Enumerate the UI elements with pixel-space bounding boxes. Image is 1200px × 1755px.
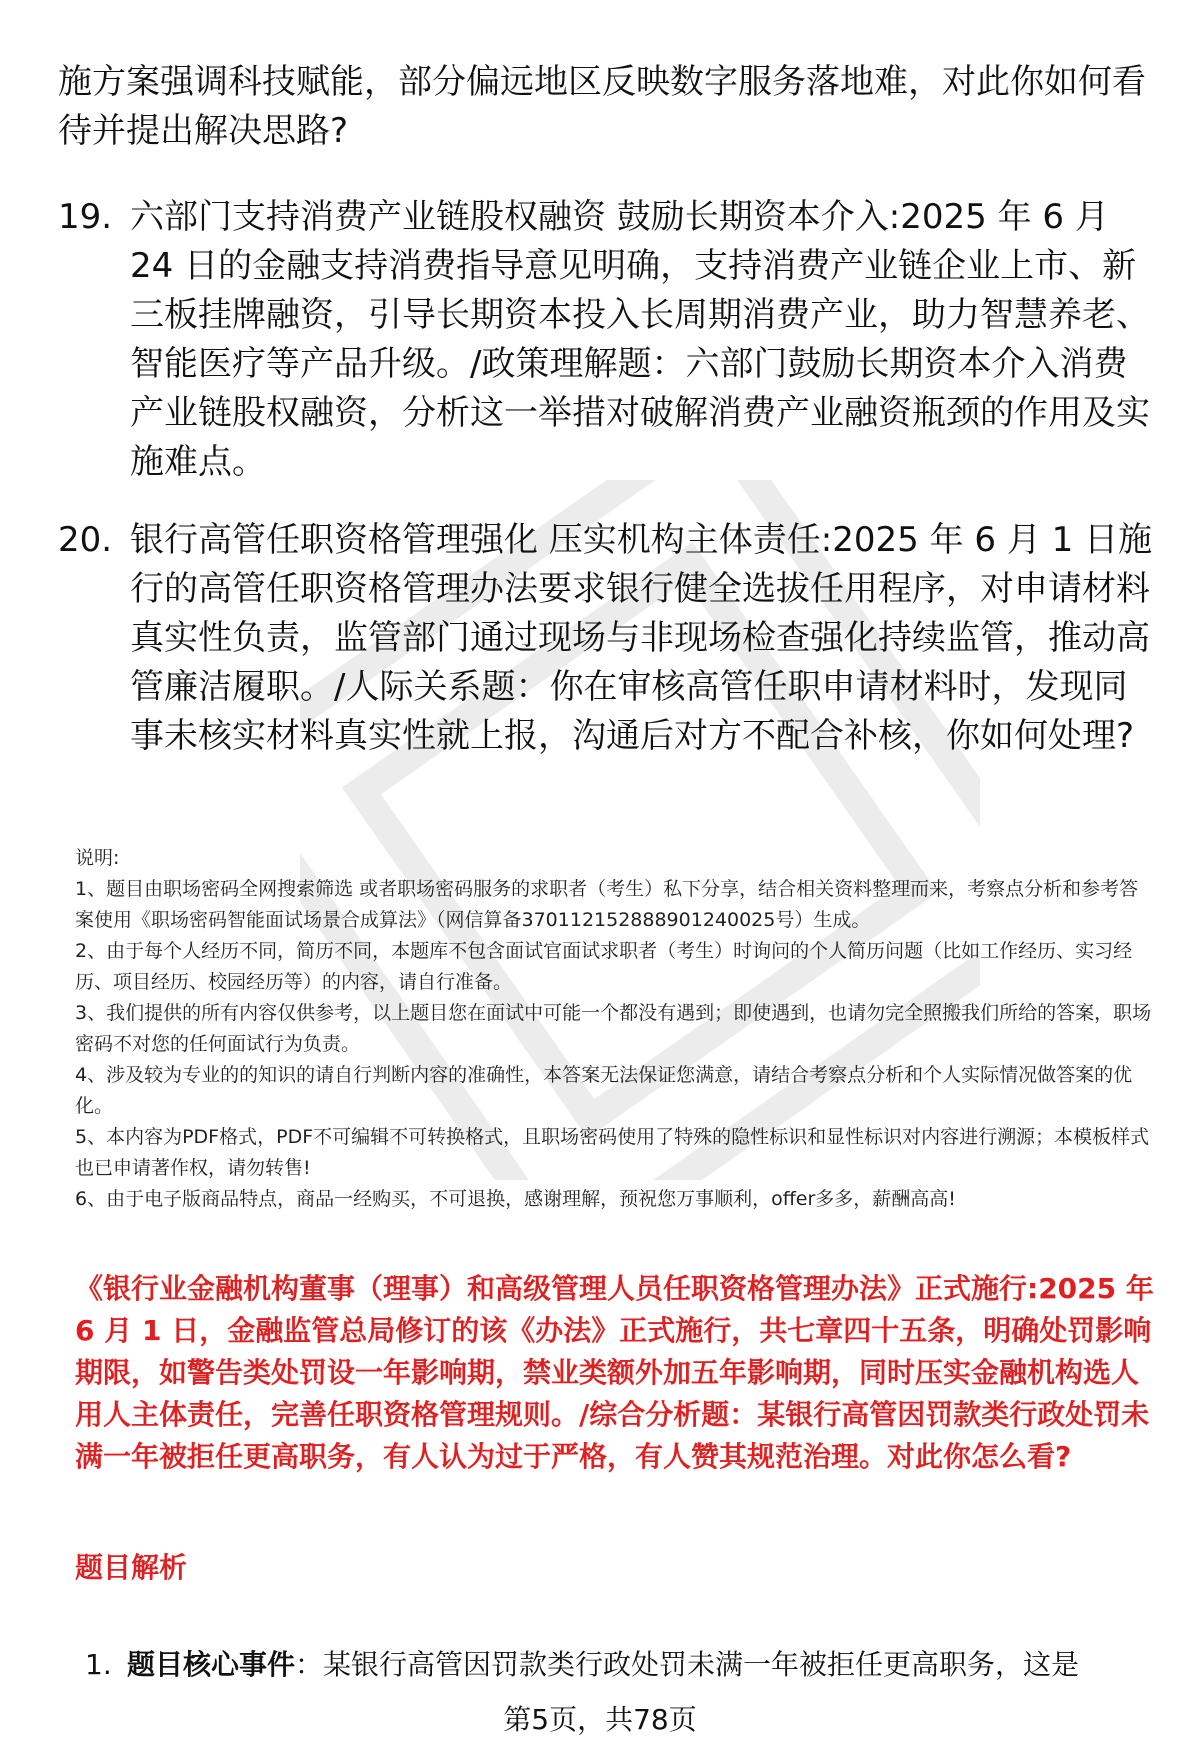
question-text: 银行高管任职资格管理强化 压实机构主体责任:2025 年 6 月 1 日施行的高管任职资格管理办法要求银行健全选拔任用程序，对申请材料真实性负责，监管部门通过现场与非现场检查强化持续监管，推动高管廉洁履职。/人际关系题：你在审核高管任职申请材料时，发现同事未核实材料真实性就上报，沟通后对方不配合补核，你如何处理? [130,520,1153,756]
question-20 [58,516,1158,761]
note-item: 6、由于电子版商品特点，商品一经购买，不可退换，感谢理解，预祝您万事顺利，offer多多，薪酬高高! [75,1188,956,1210]
analysis-item-label: 题目核心事件 [127,1648,296,1681]
note-item: 3、我们提供的所有内容仅供参考，以上题目您在面试中可能一个都没有遇到；即使遇到，也请勿完全照搬我们所给的答案，职场密码不对您的任何面试行为负责。 [75,1002,1152,1055]
highlight-question: 《银行业金融机构董事（理事）和高级管理人员任职资格管理办法》正式施行:2025 年 6 月 1 日，金融监管总局修订的该《办法》正式施行，共七章四十五条，明确处罚影响期限，如警告类处罚设一年影响期，禁业类额外加五年影响期，同时压实金融机构选人用人主体责任，完善任职资格管理规则。/综合分析题：某银行高管因罚款类行政处罚未满一年被拒任更高职务，有人认为过于严格，有人赞其规范治理。对此你怎么看? [75,1272,1154,1473]
note-item: 1、题目由职场密码全网搜索筛选 或者职场密码服务的求职者（考生）私下分享，结合相关资料整理而来，考察点分析和参考答案使用《职场密码智能面试场景合成算法》（网信算备370112152888901240025号）生成。 [75,878,1139,931]
question-18-continuation: 施方案强调科技赋能，部分偏远地区反映数字服务落地难，对此你如何看待并提出解决思路? [58,62,1146,151]
notes-title: 说明: [75,847,120,869]
page-footer: 第5页，共78页 [503,1703,697,1736]
analysis-item-text: ：某银行高管因罚款类行政处罚未满一年被拒任更高职务，这是 [295,1648,1080,1681]
question-number: 19. [58,197,113,237]
analysis-item [85,1645,1165,1685]
notes-section [75,843,1155,1215]
analysis-item-number: 1. [85,1648,112,1681]
question-number: 20. [58,520,113,560]
note-item: 5、本内容为PDF格式，PDF不可编辑不可转换格式，且职场密码使用了特殊的隐性标识和显性标识对内容进行溯源；本模板样式也已申请著作权，请勿转售! [75,1126,1150,1179]
note-item: 4、涉及较为专业的的知识的请自行判断内容的准确性，本答案无法保证您满意，请结合考察点分析和个人实际情况做答案的优化。 [75,1064,1133,1117]
question-19 [58,193,1158,487]
analysis-heading: 题目解析 [75,1551,188,1584]
question-text: 六部门支持消费产业链股权融资 鼓励长期资本介入:2025 年 6 月 24 日的金融支持消费指导意见明确，支持消费产业链企业上市、新三板挂牌融资，引导长期资本投入长周期消费产业，助力智慧养老、智能医疗等产品升级。/政策理解题：六部门鼓励长期资本介入消费产业链股权融资，分析这一举措对破解消费产业融资瓶颈的作用及实施难点。 [130,197,1150,482]
note-item: 2、由于每个人经历不同，简历不同，本题库不包含面试官面试求职者（考生）时询问的个人简历问题（比如工作经历、实习经历、项目经历、校园经历等）的内容，请自行准备。 [75,940,1133,993]
